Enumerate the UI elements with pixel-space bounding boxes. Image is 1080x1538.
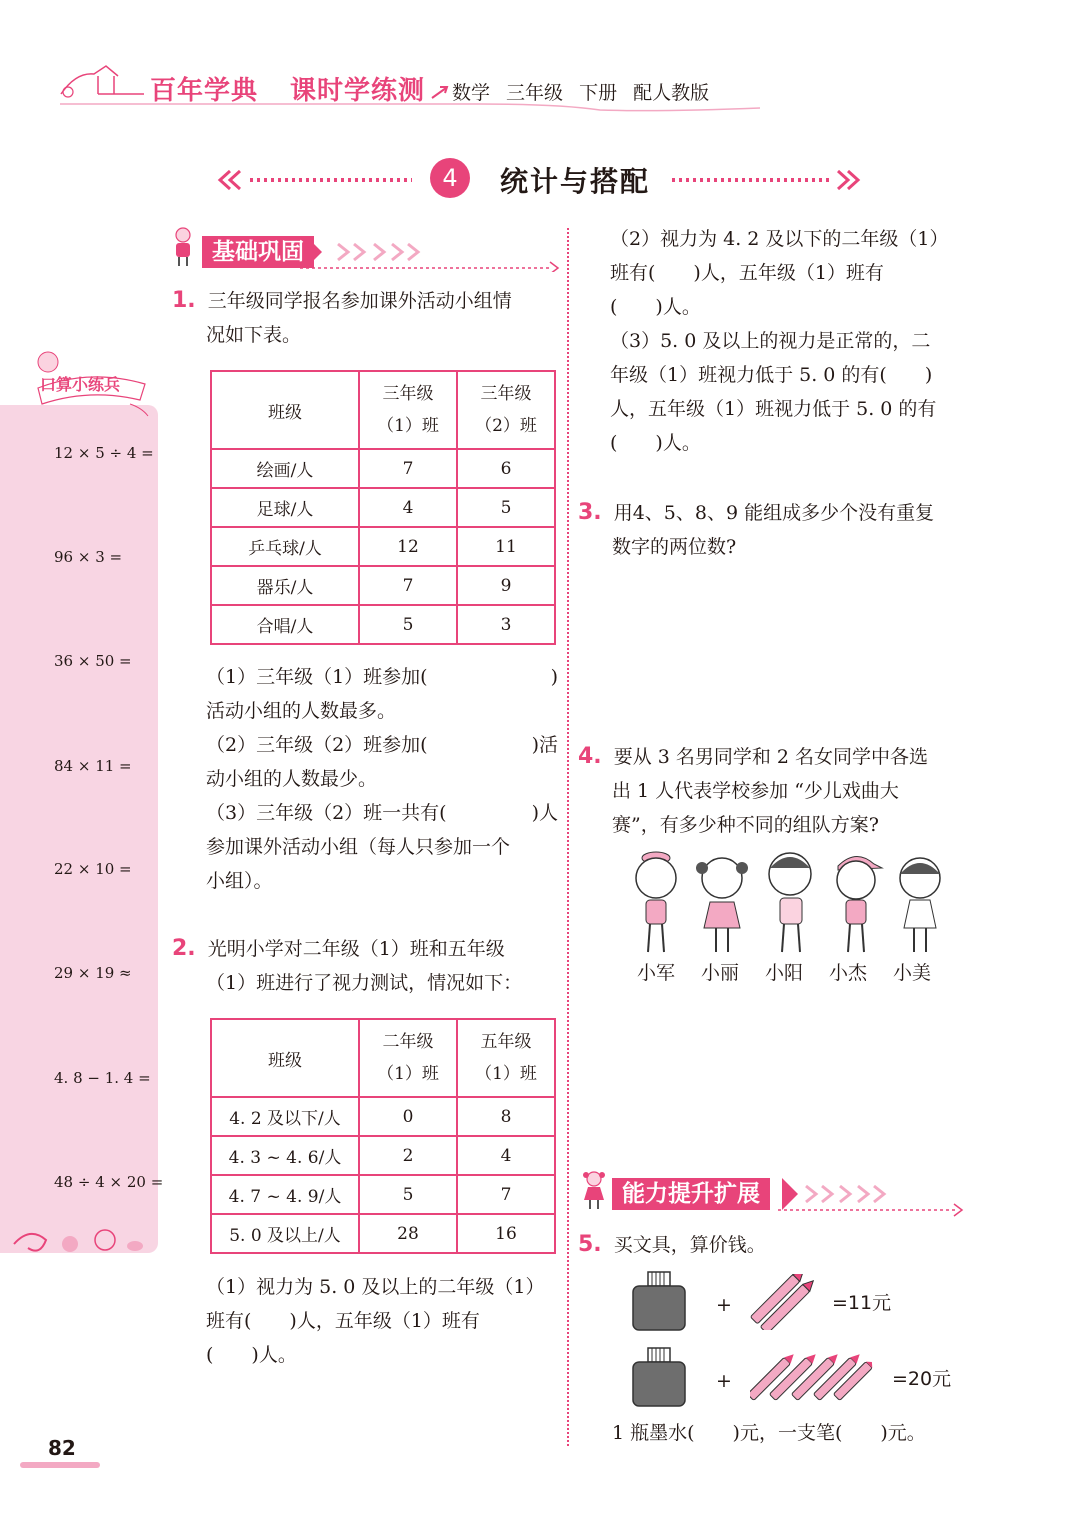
table-row: 器乐/人 7 9 xyxy=(211,566,555,605)
header-info: 数学 三年级 下册 配人教版 xyxy=(452,82,710,104)
table-row: 足球/人 4 5 xyxy=(211,488,555,527)
q2-text-line2: （1）班进行了视力测试，情况如下： xyxy=(206,972,523,994)
q2-sub3-a: （3）5. 0 及以上的视力是正常的，二 xyxy=(610,330,931,352)
sidebar-calc-1: 12 × 5 ÷ 4 = xyxy=(54,444,154,462)
ink-bottle-icon xyxy=(630,1270,688,1332)
kid-name-xiaomei: 小美 xyxy=(892,962,931,984)
table-header-row xyxy=(211,1019,555,1097)
kid-xiaojun-figure xyxy=(636,852,676,952)
kid-name-xiaojie: 小杰 xyxy=(828,962,867,984)
section-basic-title: 基础巩固 xyxy=(202,236,314,268)
sidebar-calc-4: 84 × 11 = xyxy=(54,757,132,775)
q1 xyxy=(172,284,562,352)
q3-text-line2: 数字的两位数? xyxy=(612,536,737,558)
kid-name-xiaoli: 小丽 xyxy=(700,962,739,984)
sidebar-swirl-decoration xyxy=(10,1222,150,1262)
mental-math-sidebar xyxy=(0,405,158,1253)
sidebar-calc-7: 4. 8 − 1. 4 = xyxy=(54,1069,151,1087)
q1-sub1-c: 活动小组的人数最多。 xyxy=(206,700,397,722)
kid-name-xiaoyang: 小阳 xyxy=(764,962,803,984)
q1-th-class: 班级 xyxy=(211,371,359,449)
sidebar-title: 口算小练兵 xyxy=(40,375,121,394)
q2-sub1-a: （1）视力为 5. 0 及以上的二年级（1） xyxy=(206,1276,545,1298)
chapter-title: 统计与搭配 xyxy=(500,165,651,198)
q5-plus-1: + xyxy=(716,1294,732,1316)
q2-sub1-c: ( )人。 xyxy=(206,1344,297,1366)
q2-table xyxy=(210,1018,556,1254)
q1-sub3-b: )人 xyxy=(531,802,558,824)
student-girl-icon xyxy=(580,1170,608,1210)
q4-text-line3: 赛”，有多少种不同的组队方案? xyxy=(612,814,879,836)
kid-xiaoli-figure xyxy=(696,858,748,952)
q5-eq1: =11元 xyxy=(832,1292,892,1314)
q1-table xyxy=(210,370,556,645)
q2 xyxy=(172,932,564,1000)
kid-name-xiaojun: 小军 xyxy=(636,962,675,984)
chapter-number: 4 xyxy=(430,158,470,198)
q2-th-col1: 二年级 （1）班 xyxy=(359,1019,457,1097)
q1-sub3-a: （3）三年级（2）班一共有( xyxy=(206,802,447,824)
q4-text-line2: 出 1 人代表学校参加 “少儿戏曲大 xyxy=(612,780,899,802)
sidebar-calc-5: 22 × 10 = xyxy=(54,860,132,878)
q1-number: 1. xyxy=(172,288,196,313)
q1-sub1-a: （1）三年级（1）班参加( xyxy=(206,666,428,688)
sidebar-calc-8: 48 ÷ 4 × 20 = xyxy=(54,1173,164,1191)
q5 xyxy=(578,1228,970,1262)
section-basic-arrows xyxy=(300,236,562,272)
table-row: 4. 2 及以下/人 0 8 xyxy=(211,1097,555,1136)
q1-sub2-a: （2）三年级（2）班参加( xyxy=(206,734,428,756)
q2-th-class: 班级 xyxy=(211,1019,359,1097)
q4-number: 4. xyxy=(578,744,602,769)
table-header-row xyxy=(211,371,555,449)
q1-th-col2: 三年级 （2）班 xyxy=(457,371,555,449)
chapter-right-decoration xyxy=(670,168,866,192)
q3-text-line1: 用4、5、8、9 能组成多少个没有重复 xyxy=(613,502,935,524)
q2-sub2-b: 班有( )人，五年级（1）班有 xyxy=(610,262,884,284)
q5-answer-line: 1 瓶墨水( )元，一支笔( )元。 xyxy=(612,1422,926,1444)
q2-sub2-a: （2）视力为 4. 2 及以下的二年级（1） xyxy=(610,228,949,250)
table-row: 5. 0 及以上/人 28 16 xyxy=(211,1214,555,1253)
student-icon xyxy=(170,226,196,268)
kid-xiaomei-figure xyxy=(900,858,940,952)
q5-plus-2: + xyxy=(716,1370,732,1392)
section-advanced-title: 能力提升扩展 xyxy=(612,1178,770,1210)
kid-xiaojie-figure xyxy=(837,856,882,952)
header-brand: 百年学典 xyxy=(150,76,259,106)
q1-text-line1: 三年级同学报名参加课外活动小组情 xyxy=(207,290,512,312)
sidebar-calc-2: 96 × 3 = xyxy=(54,548,123,566)
header-series: 课时学练测 xyxy=(290,76,426,106)
kids-illustration xyxy=(620,848,950,960)
header-underline xyxy=(60,100,770,114)
sidebar-calc-6: 29 × 19 ≈ xyxy=(54,964,132,982)
q1-subquestions xyxy=(206,660,558,898)
table-row: 4. 3 ~ 4. 6/人 2 4 xyxy=(211,1136,555,1175)
table-row: 合唱/人 5 3 xyxy=(211,605,555,644)
q2-sub1-b: 班有( )人，五年级（1）班有 xyxy=(206,1310,480,1332)
q2-sub3-b: 年级（1）班视力低于 5. 0 的有( ) xyxy=(610,364,933,386)
section-advanced-arrows xyxy=(778,1178,968,1218)
table-row: 4. 7 ~ 4. 9/人 5 7 xyxy=(211,1175,555,1214)
q5-eq2: =20元 xyxy=(892,1368,952,1390)
q1-sub3-d: 小组）。 xyxy=(206,870,273,892)
q5-text: 买文具，算价钱。 xyxy=(613,1234,766,1256)
chapter-left-decoration xyxy=(216,168,416,192)
q3 xyxy=(578,496,970,564)
q4-text-line1: 要从 3 名男同学和 2 名女同学中各选 xyxy=(613,746,929,768)
table-row: 绘画/人 7 6 xyxy=(211,449,555,488)
column-divider xyxy=(567,228,569,1446)
q2-th-col2: 五年级 （1）班 xyxy=(457,1019,555,1097)
page-number: 82 xyxy=(48,1436,76,1460)
kids-names xyxy=(624,956,954,990)
q3-number: 3. xyxy=(578,500,602,525)
ink-bottle-icon xyxy=(630,1346,688,1408)
q2-number: 2. xyxy=(172,936,196,961)
sidebar-calc-3: 36 × 50 = xyxy=(54,652,132,670)
table-row: 乒乓球/人 12 11 xyxy=(211,527,555,566)
q2-sub3-d: ( )人。 xyxy=(610,432,701,454)
q2-sub2-c: ( )人。 xyxy=(610,296,701,318)
q2-text-line1: 光明小学对二年级（1）班和五年级 xyxy=(207,938,505,960)
q1-text-line2: 况如下表。 xyxy=(206,324,302,346)
q1-th-col1: 三年级 （1）班 xyxy=(359,371,457,449)
header-arrow-icon xyxy=(430,84,450,100)
kid-xiaoyang-figure xyxy=(769,853,811,952)
q4 xyxy=(578,740,970,842)
q2-sub1 xyxy=(206,1270,562,1372)
page-number-bar xyxy=(20,1462,100,1468)
q1-sub1-b: ) xyxy=(550,666,558,688)
five-crayons-icon xyxy=(750,1352,880,1408)
two-crayons-icon xyxy=(750,1274,820,1330)
q1-sub2-c: 动小组的人数最少。 xyxy=(206,768,378,790)
q2-sub2-3 xyxy=(610,222,970,460)
q5-number: 5. xyxy=(578,1232,602,1257)
q1-sub2-b: )活 xyxy=(531,734,558,756)
q2-sub3-c: 人，五年级（1）班视力低于 5. 0 的有 xyxy=(610,398,937,420)
header-house-logo xyxy=(56,64,146,104)
q1-sub3-c: 参加课外活动小组（每人只参加一个 xyxy=(206,836,511,858)
